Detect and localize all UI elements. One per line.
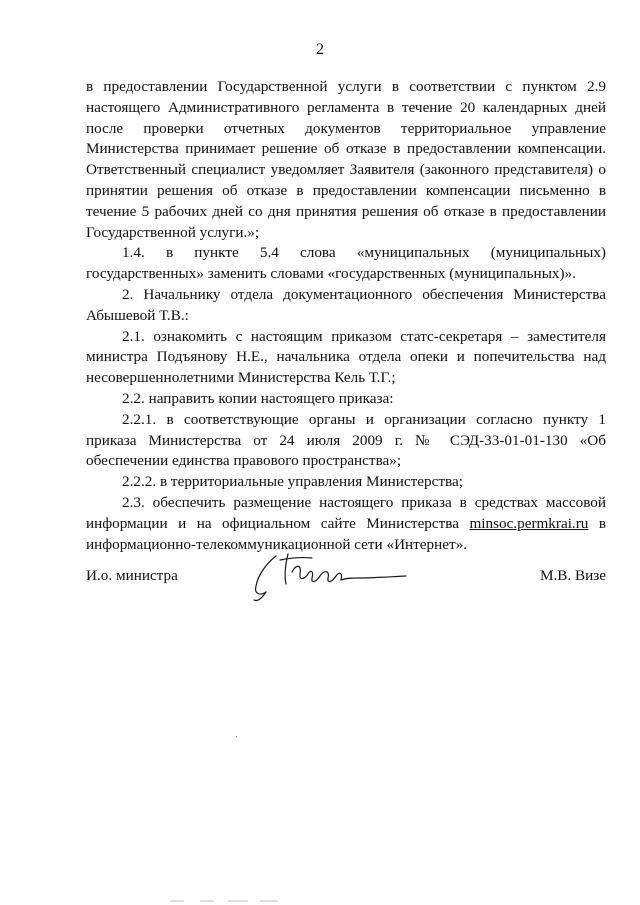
paragraph-text: 2.3. обеспечить размещение настоящего приказа в средствах массовой информации и на официальном сайте Министерства bbox=[86, 493, 606, 532]
paragraph-publication bbox=[86, 493, 606, 555]
paragraph-text: в информационно-телекоммуникационной сети «Интернет». bbox=[86, 514, 606, 553]
handwritten-signature bbox=[246, 548, 416, 604]
ministry-website-link[interactable]: minsoc.permkrai.ru bbox=[469, 514, 589, 532]
paragraph: 2.1. ознакомить с настоящим приказом статс-секретаря – заместителя министра Подъянову Н.Е., начальника отдела опеки и попечительства над несовершеннолетними Министерства Кель Т.Г.; bbox=[86, 327, 606, 387]
page-number: 2 bbox=[316, 41, 324, 58]
paragraph: 2.2.1. в соответствующие органы и организации согласно пункту 1 приказа Министерства от 24 июля 2009 г. № СЭД-33-01-01-130 «Об обеспечении единства правового пространства»; bbox=[86, 410, 606, 470]
paragraph: 2.2. направить копии настоящего приказа: bbox=[122, 389, 394, 407]
scan-artifact bbox=[170, 900, 280, 902]
signatory-position: И.о. министра bbox=[86, 567, 178, 584]
document-body bbox=[86, 77, 606, 555]
paragraph: в предоставлении Государственной услуги в соответствии с пунктом 2.9 настоящего Административного регламента в течение 20 календарных дней после проверки отчетных документов территориальное управление Министерства принимает решение об отказе в предоставлении компенсации. Ответственный специалист уведомляет Заявителя (законного представителя) о принятии решения об отказе в предоставлении компенсации письменно в течение 5 рабочих дней со дня принятия решения об отказе в предоставлении Государственной услуги.»; bbox=[86, 78, 606, 241]
paragraph: 1.4. в пункте 5.4 слова «муниципальных (муниципальных) государственных» заменить словами «государственных (муниципальных)». bbox=[86, 244, 606, 283]
signatory-name: М.В. Визе bbox=[539, 567, 606, 584]
paragraph: 2. Начальнику отдела документационного обеспечения Министерства Абышевой Т.В.: bbox=[86, 285, 606, 324]
scan-artifact bbox=[236, 736, 237, 737]
paragraph: 2.2.2. в территориальные управления Министерства; bbox=[122, 473, 463, 491]
